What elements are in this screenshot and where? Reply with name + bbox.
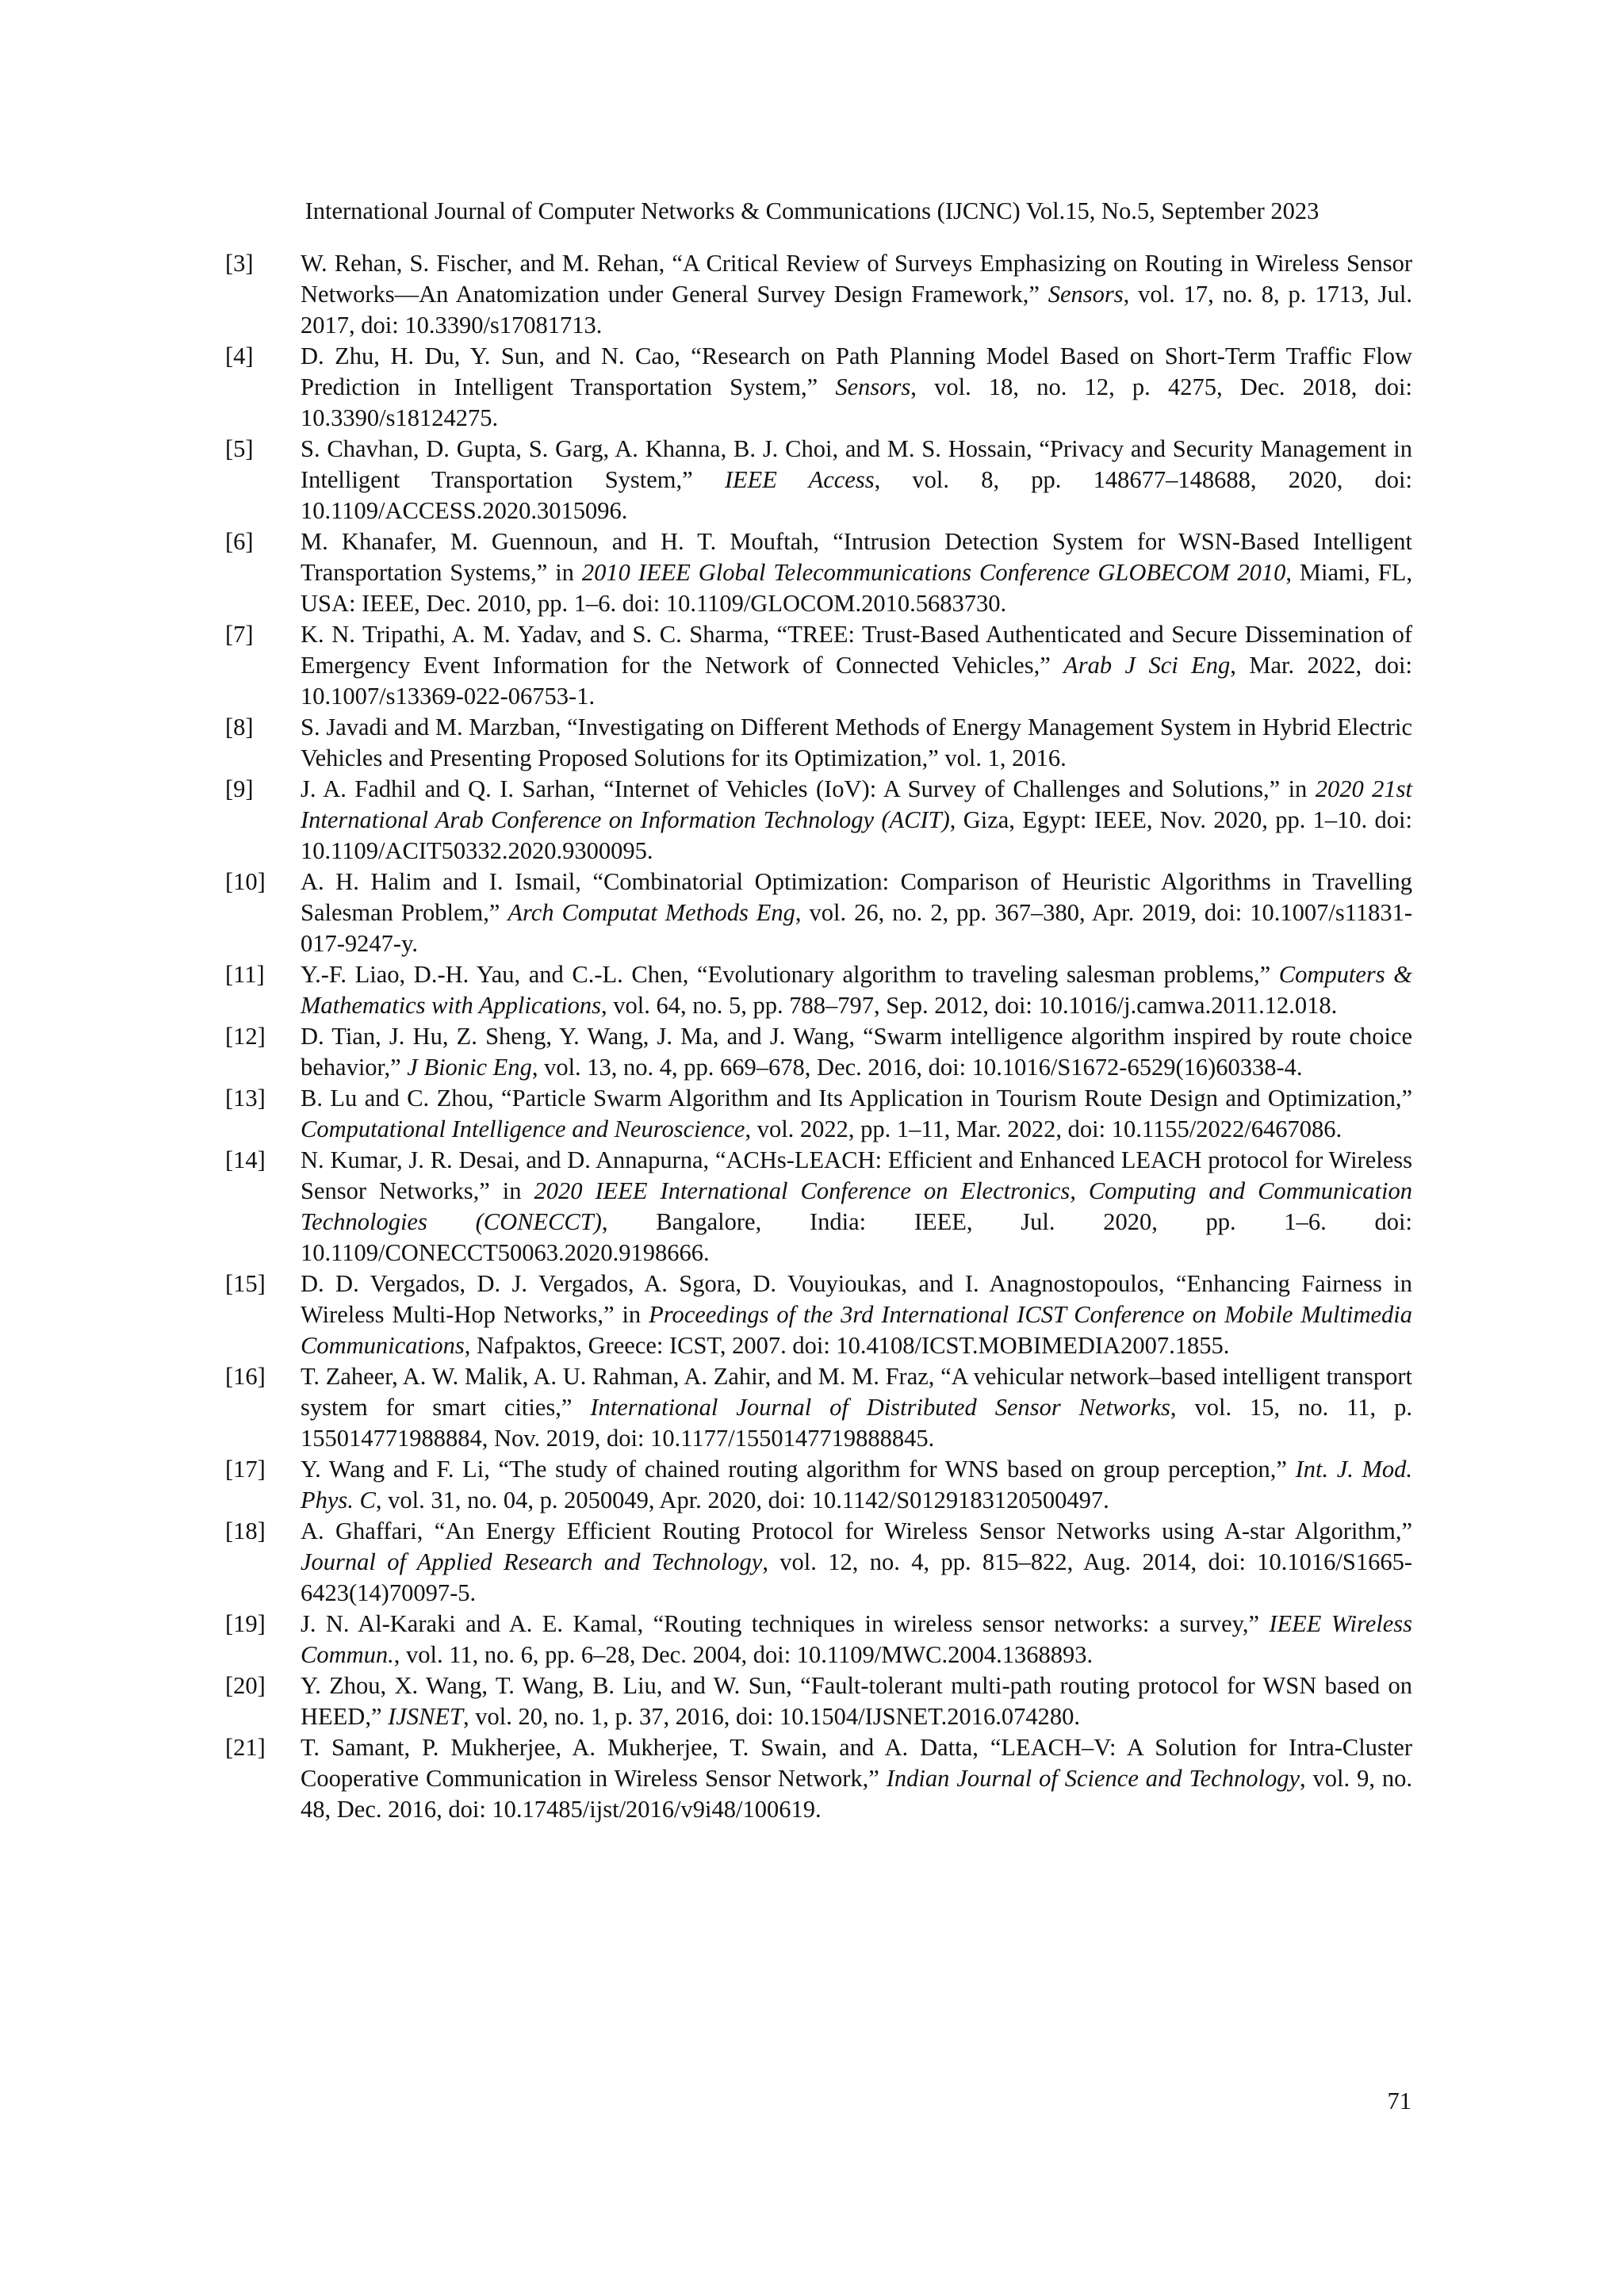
reference-segment: , vol. 64, no. 5, pp. 788–797, Sep. 2012, doi: 10.1016/j.camwa.2011.12.018. [600, 992, 1338, 1019]
reference-venue: Int. J. Mod. Phys. C [301, 1456, 1412, 1513]
reference-item [225, 1516, 1412, 1609]
reference-number: [3] [225, 250, 254, 277]
reference-venue: International Journal of Distributed Sensor Networks [590, 1394, 1170, 1421]
reference-segment: B. Lu and C. Zhou, “Particle Swarm Algorithm and Its Application in Tourism Route Design and Optimization,” [301, 1085, 1412, 1112]
reference-text [301, 1021, 1412, 1083]
page-number: 71 [1387, 2087, 1411, 2114]
reference-venue: Sensors [1048, 281, 1124, 308]
reference-segment: J. N. Al-Karaki and A. E. Kamal, “Routing techniques in wireless sensor networks: a survey,” [301, 1610, 1270, 1637]
reference-item [225, 712, 1412, 774]
reference-segment: N. Kumar, J. R. Desai, and D. Annapurna, “ACHs-LEACH: Efficient and Enhanced LEACH protocol for Wireless Sensor Networks,” in [301, 1146, 1412, 1204]
reference-item [225, 1454, 1412, 1516]
reference-text [301, 1083, 1412, 1145]
reference-item [225, 1021, 1412, 1083]
reference-segment: M. Khanafer, M. Guennoun, and H. T. Mouftah, “Intrusion Detection System for WSN-Based Intelligent Transportation Systems,” in [301, 528, 1412, 586]
reference-text [301, 434, 1412, 526]
reference-segment: , Giza, Egypt: IEEE, Nov. 2020, pp. 1–10. doi: 10.1109/ACIT50332.2020.9300095. [301, 806, 1412, 864]
reference-item [225, 1670, 1412, 1732]
reference-segment: , vol. 11, no. 6, pp. 6–28, Dec. 2004, doi: 10.1109/MWC.2004.1368893. [393, 1641, 1094, 1668]
reference-segment: Y.-F. Liao, D.-H. Yau, and C.-L. Chen, “Evolutionary algorithm to traveling salesman problems,” [301, 961, 1279, 988]
reference-text [301, 526, 1412, 619]
reference-venue: Proceedings of the 3rd International ICST Conference on Mobile Multimedia Communications [301, 1301, 1412, 1359]
reference-list [225, 248, 1412, 1825]
reference-segment: , vol. 31, no. 04, p. 2050049, Apr. 2020, doi: 10.1142/S0129183120500497. [375, 1487, 1109, 1513]
reference-text [301, 1670, 1412, 1732]
reference-text [301, 1609, 1412, 1670]
reference-item [225, 434, 1412, 526]
reference-number: [8] [225, 714, 254, 740]
reference-venue: IEEE Wireless Commun. [301, 1610, 1412, 1668]
reference-number: [20] [225, 1672, 266, 1699]
reference-text [301, 1269, 1412, 1361]
reference-segment: , vol. 8, pp. 148677–148688, 2020, doi: 10.1109/ACCESS.2020.3015096. [301, 466, 1412, 524]
reference-segment: S. Chavhan, D. Gupta, S. Garg, A. Khanna, B. J. Choi, and M. S. Hossain, “Privacy and Security Management in Intelligent Transportation System,” [301, 435, 1412, 493]
reference-segment: A. Ghaffari, “An Energy Efficient Routing Protocol for Wireless Sensor Networks using A-star Algorithm,” [301, 1517, 1412, 1544]
reference-segment: T. Zaheer, A. W. Malik, A. U. Rahman, A. Zahir, and M. M. Fraz, “A vehicular network–based intelligent transport system for smart cities,” [301, 1363, 1412, 1421]
reference-segment: D. D. Vergados, D. J. Vergados, A. Sgora, D. Vouyioukas, and I. Anagnostopoulos, “Enhancing Fairness in Wireless Multi-Hop Networks,” in [301, 1270, 1412, 1328]
reference-item [225, 1361, 1412, 1454]
reference-segment: , Nafpaktos, Greece: ICST, 2007. doi: 10.4108/ICST.MOBIMEDIA2007.1855. [464, 1332, 1230, 1359]
reference-text [301, 1145, 1412, 1269]
reference-segment: , vol. 15, no. 11, p. 155014771988884, Nov. 2019, doi: 10.1177/1550147719888845. [301, 1394, 1413, 1452]
reference-item [225, 248, 1412, 341]
reference-venue: Arch Computat Methods Eng [508, 899, 795, 926]
reference-venue: J Bionic Eng [407, 1054, 532, 1081]
reference-text [301, 619, 1412, 712]
reference-segment: Y. Wang and F. Li, “The study of chained routing algorithm for WNS based on group perception,” [301, 1456, 1296, 1483]
reference-number: [12] [225, 1023, 266, 1050]
reference-segment: T. Samant, P. Mukherjee, A. Mukherjee, T. Swain, and A. Datta, “LEACH–V: A Solution for Intra-Cluster Cooperative Communication in Wireless Sensor Network,” [301, 1734, 1412, 1792]
reference-item [225, 774, 1412, 867]
reference-segment: A. H. Halim and I. Ismail, “Combinatorial Optimization: Comparison of Heuristic Algorithms in Travelling Salesman Problem,” [301, 868, 1412, 926]
reference-text [301, 1516, 1412, 1609]
reference-segment: , vol. 13, no. 4, pp. 669–678, Dec. 2016, doi: 10.1016/S1672-6529(16)60338-4. [531, 1054, 1303, 1081]
reference-segment: Y. Zhou, X. Wang, T. Wang, B. Liu, and W. Sun, “Fault-tolerant multi-path routing protocol for WSN based on HEED,” [301, 1672, 1412, 1730]
reference-text [301, 1732, 1412, 1825]
reference-text [301, 867, 1412, 959]
reference-segment: J. A. Fadhil and Q. I. Sarhan, “Internet of Vehicles (IoV): A Survey of Challenges and Solutions,” in [301, 775, 1316, 802]
reference-venue: Computational Intelligence and Neuroscience [301, 1115, 745, 1142]
reference-item [225, 1083, 1412, 1145]
reference-segment: , vol. 17, no. 8, p. 1713, Jul. 2017, doi: 10.3390/s17081713. [301, 281, 1412, 339]
reference-venue: Arab J Sci Eng [1063, 652, 1231, 679]
reference-text [301, 1454, 1412, 1516]
reference-text [301, 341, 1412, 434]
reference-number: [15] [225, 1270, 266, 1297]
reference-venue: Sensors [835, 373, 911, 400]
reference-segment: K. N. Tripathi, A. M. Yadav, and S. C. Sharma, “TREE: Trust-Based Authenticated and Secure Dissemination of Emergency Event Information for the Network of Connected Vehicles,” [301, 621, 1412, 679]
reference-item [225, 1732, 1412, 1825]
reference-venue: IJSNET [388, 1703, 463, 1730]
reference-number: [16] [225, 1363, 266, 1390]
reference-number: [19] [225, 1610, 266, 1637]
reference-segment: , vol. 18, no. 12, p. 4275, Dec. 2018, doi: 10.3390/s18124275. [301, 373, 1412, 431]
reference-segment: , Miami, FL, USA: IEEE, Dec. 2010, pp. 1–6. doi: 10.1109/GLOCOM.2010.5683730. [301, 559, 1412, 617]
reference-number: [9] [225, 775, 254, 802]
reference-item [225, 1145, 1412, 1269]
reference-segment: , vol. 2022, pp. 1–11, Mar. 2022, doi: 10.1155/2022/6467086. [745, 1115, 1342, 1142]
reference-number: [21] [225, 1734, 266, 1761]
reference-text [301, 1361, 1412, 1454]
reference-number: [13] [225, 1085, 266, 1112]
reference-number: [10] [225, 868, 266, 895]
reference-number: [18] [225, 1517, 266, 1544]
reference-segment: , Bangalore, India: IEEE, Jul. 2020, pp. 1–6. doi: 10.1109/CONECCT50063.2020.9198666. [301, 1208, 1412, 1266]
reference-segment: D. Tian, J. Hu, Z. Sheng, Y. Wang, J. Ma, and J. Wang, “Swarm intelligence algorithm inspired by route choice behavior,” [301, 1023, 1412, 1081]
reference-text [301, 248, 1412, 341]
reference-text [301, 774, 1412, 867]
reference-segment: , vol. 20, no. 1, p. 37, 2016, doi: 10.1504/IJSNET.2016.074280. [463, 1703, 1081, 1730]
reference-number: [6] [225, 528, 254, 555]
reference-item [225, 1609, 1412, 1670]
reference-segment: , vol. 26, no. 2, pp. 367–380, Apr. 2019, doi: 10.1007/s11831-017-9247-y. [301, 899, 1412, 957]
reference-text [301, 712, 1412, 774]
reference-item [225, 341, 1412, 434]
reference-number: [7] [225, 621, 254, 648]
reference-segment: W. Rehan, S. Fischer, and M. Rehan, “A Critical Review of Surveys Emphasizing on Routing in Wireless Sensor Networks—An Anatomization under General Survey Design Framework,” [301, 250, 1412, 308]
reference-item [225, 867, 1412, 959]
reference-segment: , vol. 12, no. 4, pp. 815–822, Aug. 2014, doi: 10.1016/S1665-6423(14)70097-5. [301, 1548, 1412, 1606]
reference-item [225, 619, 1412, 712]
running-header: International Journal of Computer Networks & Communications (IJCNC) Vol.15, No.5, September 2023 [304, 197, 1320, 224]
reference-venue: IEEE Access [724, 466, 875, 493]
reference-segment: , Mar. 2022, doi: 10.1007/s13369-022-06753-1. [301, 652, 1412, 710]
reference-venue: 2020 IEEE International Conference on Electronics, Computing and Communication Technologies (CONECCT) [301, 1177, 1412, 1235]
reference-number: [4] [225, 342, 254, 369]
reference-item [225, 959, 1412, 1021]
reference-venue: 2010 IEEE Global Telecommunications Conference GLOBECOM 2010 [581, 559, 1286, 586]
reference-number: [17] [225, 1456, 266, 1483]
reference-number: [5] [225, 435, 254, 462]
reference-venue: Indian Journal of Science and Technology [886, 1765, 1300, 1792]
reference-number: [14] [225, 1146, 266, 1173]
reference-segment: S. Javadi and M. Marzban, “Investigating on Different Methods of Energy Management System in Hybrid Electric Vehicles and Presenting Proposed Solutions for its Optimization,” vol. 1, 2016. [301, 714, 1412, 771]
reference-segment: D. Zhu, H. Du, Y. Sun, and N. Cao, “Research on Path Planning Model Based on Short-Term Traffic Flow Prediction in Intelligent Transportation System,” [301, 342, 1412, 400]
reference-number: [11] [225, 961, 265, 988]
reference-item [225, 526, 1412, 619]
reference-venue: Journal of Applied Research and Technology [301, 1548, 763, 1575]
reference-item [225, 1269, 1412, 1361]
reference-text [301, 959, 1412, 1021]
reference-venue: Computers & Mathematics with Applications [301, 961, 1412, 1019]
reference-venue: 2020 21st International Arab Conference on Information Technology (ACIT) [301, 775, 1412, 833]
reference-segment: , vol. 9, no. 48, Dec. 2016, doi: 10.17485/ijst/2016/v9i48/100619. [301, 1765, 1412, 1823]
